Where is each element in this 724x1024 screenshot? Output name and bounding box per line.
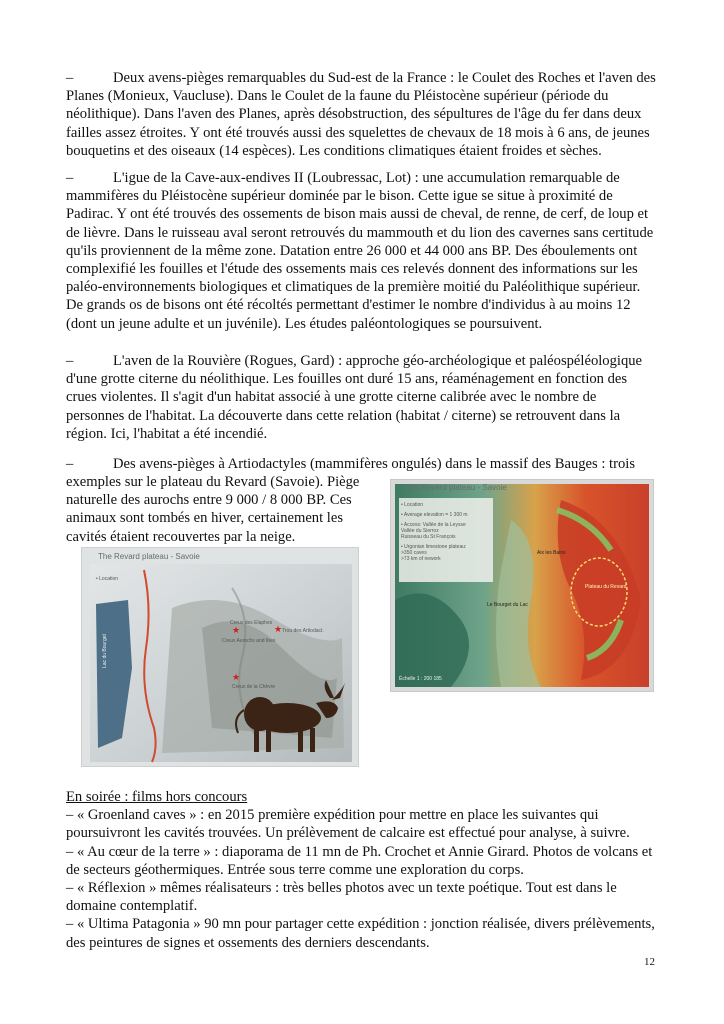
film-item: – « Ultima Patagonia » 90 mn pour partager cette expédition : jonction réalisée, divers prélèvements, des peintures de signes et ossements des derniers descendants. <box>66 916 655 951</box>
slide-title: The Revard plateau - Savoie <box>405 483 507 492</box>
site-label: Trou des Artiodact. <box>282 628 324 634</box>
film-item: – « Réflexion » mêmes réalisateurs : très belles photos avec un texte poétique. Tout est dans le domaine contemplatif. <box>66 880 617 915</box>
star-icon: ★ <box>274 624 283 634</box>
lake-label: Lac du Bourget <box>102 634 108 668</box>
paragraph-text: Deux avens-pièges remarquables du Sud-est de la France : le Coulet des Roches et l'aven des Planes (Monieux, Vaucluse). Dans le Coulet de la faune du Pléistocène supérieur (période du néolithique). Dans l'aven des Planes, après désobstruction, des sépultures de l'âge du fer dans deux failles assez étroites. Y ont été trouvés aussi des squelettes de chevaux de 18 mois à 6 ans, de jeunes bouquetins et des oiseaux (14 espèces). Les conditions climatiques étaient froides et sèches. <box>66 70 656 159</box>
bullet-line: • Average elevation = 1 300 m <box>401 512 468 518</box>
bullet-line: • Access: Vallée de la Leysse <box>401 522 466 528</box>
bullet-line: • Urgonian limestone plateau: <box>401 544 467 550</box>
dash: – <box>66 70 74 86</box>
page-number: 12 <box>644 956 655 968</box>
bullet-line: Ruisseau du St François <box>401 534 456 540</box>
star-icon: ★ <box>232 672 241 682</box>
dash: – <box>66 170 74 186</box>
paragraph-text: L'igue de la Cave-aux-endives II (Loubressac, Lot) : une accumulation remarquable de mammifères du Pléistocène supérieur dominée par le bison. Cette igue se situe à proximité de Padirac. Y ont été trouvés des ossements de bison mais aussi de cheval, de renne, de cerf, de loup et de lièvre. Dans le ruisseau aval seront retrouvés du mammouth et du lion des cavernes sans certitude qu'ils proviennent de la même zone. Datation entre 26 000 et 44 000 ans BP. Des éboulements ont complexifié les fouilles et l'étude des ossements mais ces relevés donnent des informations sur les paléo-environnements biologiques et climatiques de la première moitié du Paléolithique supérieur. De grands os de bisons ont été récoltés permettant d'estimer le nombre d'individus à au moins 12 (dont un jeune adulte et un juvénile). Les études paléontologiques se poursuivent. <box>66 170 654 332</box>
scale-label: Échelle 1 : 200 185 <box>399 676 442 682</box>
paragraph-bauges-rest: exemples sur le plateau du Revard (Savoie). Piège naturelle des aurochs entre 9 000 / 8 000 BP. Ces animaux sont tombés en hiver, certainement les cavités étaient recouvertes par la neige. <box>66 474 360 545</box>
bullet-line: • Location <box>401 502 424 508</box>
star-icon: ★ <box>232 625 241 635</box>
bullet-line: Vallée du Sierroz <box>401 528 439 534</box>
slide-title: The Revard plateau - Savoie <box>98 552 200 561</box>
town-label: Le Bourget du Lac <box>487 602 528 608</box>
paragraph-text: L'aven de la Rouvière (Rogues, Gard) : approche géo-archéologique et paléospéléologique d'une grotte citerne du néolithique. Les fouilles ont duré 15 ans, réaménagement en fonction des crues violentes. Il s'agit d'un habitat associé à une grotte citerne calibrée avec le nombre de personnes de l'habitat. La découverte dans cette relation (habitat / citerne) se retrouvent dans la région. Ici, l'habitat a été incendié. <box>66 353 643 442</box>
revard-slide-photo-right <box>391 480 653 691</box>
paragraph-rouviere <box>66 352 658 443</box>
paragraph-text: Des avens-pièges à Artiodactyles (mammifères ongulés) dans le massif des Bauges : trois <box>113 456 635 472</box>
site-label: Creux des Elaphes <box>230 620 273 626</box>
paragraph-planes <box>66 69 658 160</box>
film-item: – « Groenland caves » : en 2015 première expédition pour mettre en place les suivantes qui poursuivront les cavités trouvées. Un prélèvement de calcaire est effectué pour analyse, à suivre. <box>66 807 630 842</box>
revard-slide-photo-left <box>82 548 358 766</box>
dash: – <box>66 456 74 472</box>
info-bullets <box>401 502 468 562</box>
film-item: – « Au cœur de la terre » : diaporama de 11 mn de Ph. Crochet et Annie Girard. Photos de volcans et de secteurs géothermiques. Entrée sous terre comme une exploration du corps. <box>66 843 653 878</box>
evening-films-section <box>66 788 658 952</box>
paragraph-cave-aux-endives <box>66 169 658 333</box>
bullet-line: >350 caves <box>401 550 427 556</box>
slide-bullet: • Location <box>96 576 119 582</box>
plateau-label: Plateau du Revard <box>585 584 627 590</box>
site-label: Creux Aurochs and Ibex <box>222 638 276 644</box>
relief-map-illustration <box>82 548 358 766</box>
paragraph-bauges-first-line <box>66 455 658 473</box>
section-title: En soirée : films hors concours <box>66 789 248 805</box>
dash: – <box>66 353 74 369</box>
site-label: Creux de la Chèvre <box>232 684 276 690</box>
bullet-line: >73 km of nework <box>401 556 441 562</box>
town-label: Aix les Bains <box>537 550 566 556</box>
